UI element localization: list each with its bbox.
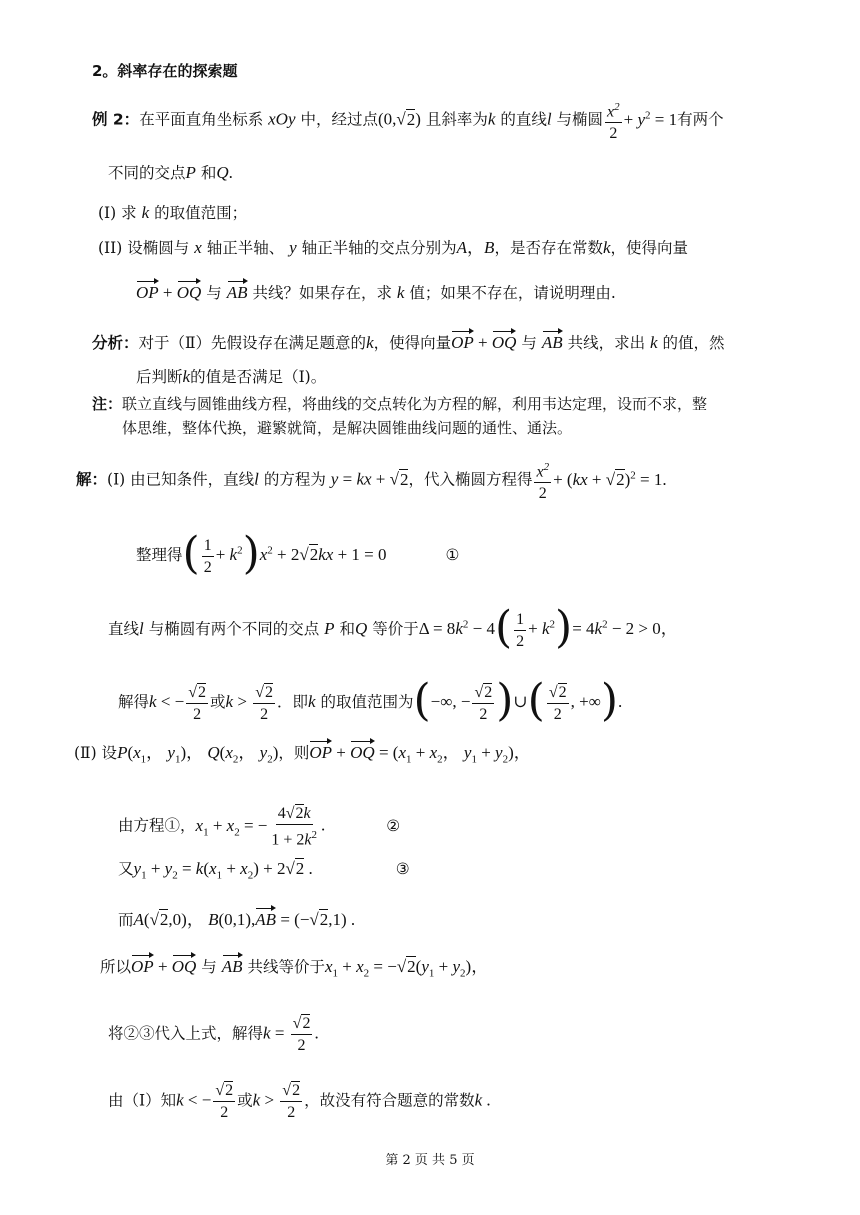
solution-text: 又 bbox=[118, 860, 134, 878]
equation-marker-3: ③ bbox=[395, 860, 410, 878]
part-1: (I) 求 k 的取值范围； bbox=[98, 203, 248, 222]
solution-text: ，故没有符合题意的常数 bbox=[304, 1091, 475, 1110]
solution-text: 解得 bbox=[118, 693, 150, 711]
solution-line-9: 所以OP + OQ 与 AB 共线等价于$x_1 + x_2 = -√2(y_1 + y_2)$， bbox=[100, 957, 489, 980]
note-label: 注： bbox=[92, 395, 123, 413]
analysis-text: 与 bbox=[521, 334, 537, 352]
fraction: $\frac{4√2k}{1 + 2k^2}$ bbox=[271, 805, 318, 849]
solution-line-6: 由方程①，$x_1 + x_2$ = − $\frac{4√2k}{1 + 2k^2}$ . ② bbox=[118, 805, 401, 849]
part-label: (II) 设椭圆与 bbox=[98, 239, 190, 257]
analysis-text: 的值是否满足（I)。 bbox=[190, 368, 327, 386]
part-text: ，是否存在常数 bbox=[494, 239, 603, 257]
analysis-text: 共线，求出 bbox=[567, 334, 646, 352]
analysis-text: 的值，然 bbox=[662, 334, 725, 352]
part-text: 值；如果不存在，请说明理由. bbox=[409, 284, 616, 302]
note-line-2: 体思维，整体代换，避繁就简，是解决圆锥曲线问题的通性、通法。 bbox=[122, 419, 573, 437]
analysis-text: ，使得向量 bbox=[373, 334, 452, 352]
fraction: $\frac{√2}{2}$ bbox=[282, 1082, 301, 1121]
fraction: $\frac{√2}{2}$ bbox=[474, 683, 493, 723]
fraction: $\frac{√2}{2}$ bbox=[255, 683, 273, 723]
solution-text: 由方程①， bbox=[118, 816, 196, 835]
solution-text: 将②③代入上式，解得 bbox=[108, 1024, 264, 1043]
solution-text: 和 bbox=[339, 620, 355, 638]
solution-text: (Ⅱ) 设 bbox=[74, 744, 118, 762]
fraction: $\frac{x^2}{2}$ bbox=[605, 98, 622, 143]
problem-line-2: 不同的交点P 和Q. bbox=[108, 163, 233, 182]
fraction: $\frac{√2}{2}$ bbox=[548, 683, 567, 723]
problem-text: 不同的交点 bbox=[108, 164, 186, 182]
part-2-line-2: OP + OQ 与 AB 共线？如果存在，求 k 值；如果不存在，请说明理由. bbox=[136, 283, 616, 302]
fraction: $\frac{x^2}{2}$ bbox=[534, 458, 551, 503]
solution-text: 的取值范围为 bbox=[320, 693, 414, 711]
note-text: 联立直线与圆锥曲线方程，将曲线的交点转化为方程的解，利用韦达定理，设而不求，整 bbox=[122, 395, 708, 413]
note-line-1 bbox=[92, 394, 707, 414]
part-label: (I) 求 bbox=[98, 204, 137, 222]
example-label: 例 2： bbox=[92, 110, 140, 129]
solution-text: 等价于 bbox=[372, 620, 419, 638]
part-text: 轴正半轴、 bbox=[206, 239, 285, 257]
solution-text: 共线等价于 bbox=[247, 958, 325, 976]
solution-text: 由（Ⅰ）知 bbox=[108, 1091, 177, 1110]
part-text: ，使得向量 bbox=[610, 239, 689, 257]
equation-marker-2: ② bbox=[386, 816, 401, 835]
solution-line-2: 整理得( $\frac{1}{2}$ + $k^2)x^2 + 2√2kx + 1 = 0$ ① bbox=[136, 528, 460, 579]
solution-text: 的方程为 bbox=[263, 470, 326, 489]
solution-line-7: 又$y_1 + y_2 = k(x_1 + x_2) + 2√2$ . ③ bbox=[118, 859, 410, 882]
part-2-line-1: (II) 设椭圆与 x 轴正半轴、 y 轴正半轴的交点分别为A，B，是否存在常数k，使得向量 bbox=[98, 238, 689, 257]
solution-text: 或 bbox=[237, 1091, 253, 1110]
problem-text: 有两个 bbox=[677, 110, 724, 129]
solution-text: 所以 bbox=[100, 958, 132, 976]
solution-label: 解： bbox=[76, 470, 108, 489]
fraction: $\frac{1}{2}$ bbox=[516, 610, 525, 650]
solution-text: ，则 bbox=[278, 744, 310, 762]
problem-line-1: 例 2：在平面直角坐标系 xOy 中，经过点(0,√2) 且斜率为k 的直线l 与椭圆 $\frac{x^2}{2}$ + $y^2 = 1$有两个 bbox=[92, 98, 724, 143]
solution-text: 或 bbox=[210, 693, 226, 711]
solution-text: 而 bbox=[118, 911, 134, 929]
solution-line-5: (Ⅱ) 设$P(x_1$， $y_1$)， $Q(x_2$， $y_2$)，则OP + OQ = ($x_1 + x_2$， $y_1 + y_2$)， bbox=[74, 743, 531, 766]
page-footer: 第 2 页 共 5 页 bbox=[385, 1153, 475, 1168]
solution-line-8: 而A(√2,0)， B(0,1),AB = (−√2,1) . bbox=[118, 910, 356, 929]
solution-line-3: 直线l 与椭圆有两个不同的交点 P 和Q 等价于$\Delta = 8k^2 - 4$( $\frac{1}{2}$ + $k^2)= 4k^2 - 2 > 0$， bbox=[108, 602, 678, 653]
section-title: 2。斜率存在的探索题 bbox=[92, 62, 238, 80]
analysis-label: 分析： bbox=[92, 334, 139, 352]
fraction: $\frac{√2}{2}$ bbox=[292, 1015, 311, 1054]
solution-text: 与椭圆有两个不同的交点 bbox=[148, 620, 320, 638]
fraction: $\frac{√2}{2}$ bbox=[188, 683, 207, 723]
equation-marker-1: ① bbox=[445, 546, 460, 564]
problem-text: 且斜率为 bbox=[425, 110, 488, 129]
solution-text: 与 bbox=[201, 958, 217, 976]
analysis-line-2: 后判断k的值是否满足（I)。 bbox=[136, 367, 327, 386]
part-text: 与 bbox=[206, 284, 222, 302]
fraction: $\frac{1}{2}$ bbox=[203, 536, 212, 576]
solution-text: ，代入椭圆方程得 bbox=[408, 470, 533, 489]
solution-text: (Ⅰ) 由已知条件，直线 bbox=[107, 470, 255, 489]
analysis-text: 对于（Ⅱ）先假设存在满足题意的 bbox=[138, 334, 367, 352]
solution-text: 直线 bbox=[108, 620, 140, 638]
problem-text: 与椭圆 bbox=[556, 110, 604, 129]
analysis-line-1: 分析：对于（Ⅱ）先假设存在满足题意的k，使得向量OP + OQ 与 AB 共线，求出 k 的值，然 bbox=[92, 333, 725, 352]
problem-text: 和 bbox=[200, 164, 217, 182]
solution-line-4: 解得k < − $\frac{√2}{2}$ 或k > $\frac{√2}{2}$ ．即k 的取值范围为(−∞, − $\frac{√2}{2}$ )∪( $\frac{√2}{2}$ , +∞). bbox=[118, 675, 623, 726]
part-text: 的取值范围； bbox=[154, 204, 248, 222]
part-text: 轴正半轴的交点分别为 bbox=[301, 239, 457, 257]
solution-line-11: 由（Ⅰ）知k < − $\frac{√2}{2}$ 或k > $\frac{√2}{2}$ ，故没有符合题意的常数k . bbox=[108, 1082, 491, 1121]
fraction: $\frac{√2}{2}$ bbox=[215, 1082, 234, 1121]
solution-text: 整理得 bbox=[136, 546, 183, 564]
solution-line-1: 解：(Ⅰ) 由已知条件，直线l 的方程为 y = kx + √2，代入椭圆方程得 $\frac{x^2}{2}$ + (kx + √2)$^2$ = 1. bbox=[76, 458, 667, 503]
problem-text: 在平面直角坐标系 bbox=[139, 110, 264, 129]
problem-text: 的直线 bbox=[500, 110, 547, 129]
problem-text: 中，经过点 bbox=[300, 110, 378, 129]
solution-text: ．即 bbox=[276, 693, 308, 711]
part-text: 共线？如果存在，求 bbox=[252, 284, 392, 302]
solution-line-10: 将②③代入上式，解得k = $\frac{√2}{2}$ . bbox=[108, 1015, 319, 1054]
analysis-text: 后判断 bbox=[136, 368, 183, 386]
